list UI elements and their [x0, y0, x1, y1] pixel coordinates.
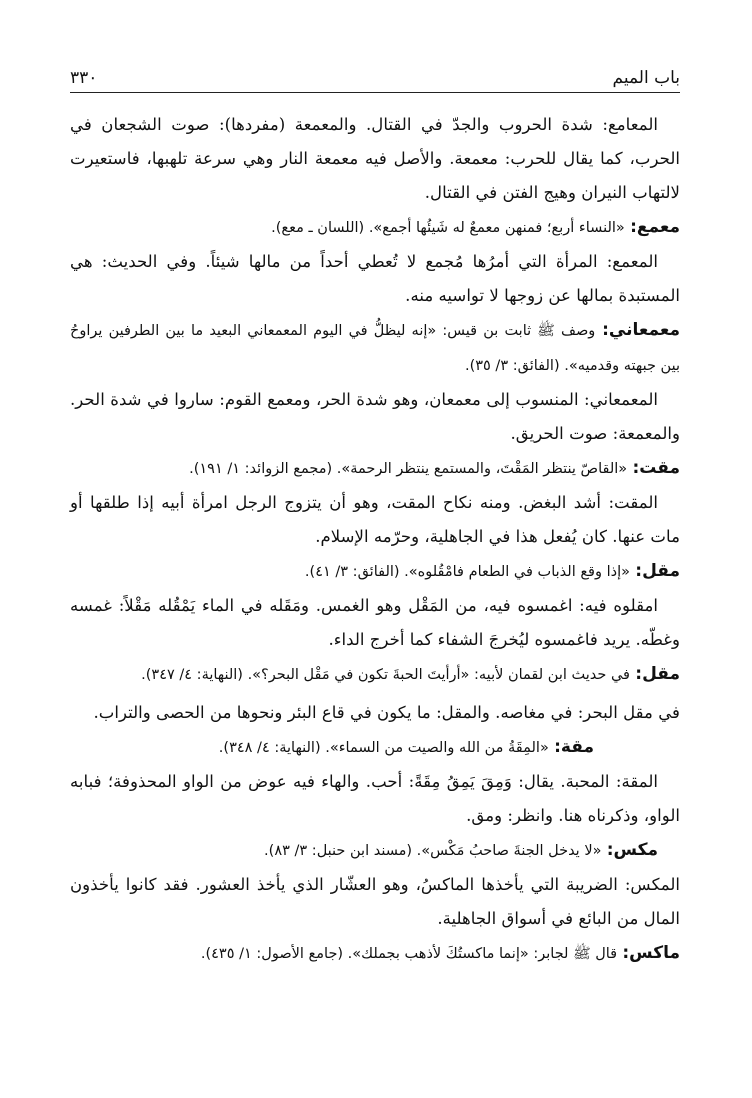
entry-line [70, 313, 680, 383]
definition: المعامع: شدة الحروب والجدّ في القتال. والمعمعة (مفردها): صوت الشجعان في الحرب، كما يقال للحرب: معمعة. والأصل فيه معمعة النار وهي سرعة تلهبها، فاستعيرت لالتهاب النيران وهيج الفتن في القتال. [70, 115, 680, 202]
header-rule [70, 92, 680, 93]
headword: معمعاني: [602, 320, 680, 340]
headword: معمع: [630, 217, 680, 237]
entry-line [70, 833, 680, 868]
entry-line [70, 554, 680, 589]
entry-line [70, 210, 680, 245]
citation: وصف ﷺ ثابت بن قيس: «إنه ليظلُّ في اليوم المعمعاني البعيد ما بين الطرفين يراوحُ بين جبهته وقدميه». (الفائق: ٣/ ٣٥). [70, 323, 680, 374]
page-number: ٣٣٠ [70, 68, 98, 88]
entry-line [70, 730, 680, 765]
citation: «القاصّ ينتظر المَقْتَ، والمستمع ينتظر الرحمة». (مجمع الزوائد: ١/ ١٩١). [189, 461, 628, 477]
headword: مقت: [632, 458, 680, 478]
citation: «لا يدخل الجنةَ صاحبُ مَكْس». (مسند ابن حنبل: ٣/ ٨٣). [264, 843, 602, 859]
entry-line [70, 936, 680, 971]
page-body [70, 108, 680, 971]
running-head [70, 66, 680, 90]
definition: المقت: أشد البغض. ومنه نكاح المقت، وهو أن يتزوج الرجل امرأة أبيه إذا طلقها أو مات عنها. كان يُفعل هذا في الجاهلية، وحرّمه الإسلام. [70, 493, 680, 546]
definition: المعمعاني: المنسوب إلى معمعان، وهو شدة الحر، ومعمع القوم: ساروا في شدة الحر. والمعمعة: صوت الحريق. [70, 390, 680, 443]
headword: مكس: [606, 840, 658, 860]
definition: امقلوه فيه: اغمسوه فيه، من المَقْل وهو الغمس. ومَقَله في الماء يَمْقُله مَقْلاً: غمسه وغطّه. يريد فاغمسوه ليُخرجَ الشفاء كما أخرج الداء. [70, 596, 680, 649]
definition: المقة: المحبة. يقال: وَمِقَ يَمِقُ مِقَةً: أحب. والهاء فيه عوض من الواو المحذوفة؛ فبابه الواو، وذكرناه هنا. وانظر: ومق. [70, 772, 680, 825]
citation: «النساء أربع؛ فمنهن معمعٌ له شَيئُها أجمع». (اللسان ـ معع). [271, 220, 625, 236]
headword: ماكس: [622, 943, 680, 963]
headword: مقل: [635, 561, 680, 581]
definition: في مقل البحر: في مغاصه. والمقل: ما يكون في قاع البئر ونحوها من الحصى والتراب. [93, 703, 680, 722]
definition: المكس: الضريبة التي يأخذها الماكسُ، وهو العشّار الذي يأخذ العشور. فقد كانوا يأخذون المال من البائع في أسواق الجاهلية. [70, 875, 680, 928]
headword: مقل: [635, 664, 680, 684]
citation: «إذا وقع الذباب في الطعام فامْقُلوه». (الفائق: ٣/ ٤١). [304, 564, 630, 580]
headword: مقة: [554, 737, 594, 757]
entry-line [70, 451, 680, 486]
citation: «المِقَةُ من الله والصيت من السماء». (النهاية: ٤/ ٣٤٨). [218, 740, 549, 756]
section-title: باب الميم [612, 68, 680, 88]
definition: المعمع: المرأة التي أمرُها مُجمع لا تُعطي أحداً من مالها شيئاً. وفي الحديث: هي المستبدة بمالها عن زوجها لا تواسيه منه. [70, 252, 680, 305]
citation: في حديث ابن لقمان لأبيه: «أرأيتَ الحبةَ تكون في مَقْل البحر؟». (النهاية: ٤/ ٣٤٧). [141, 667, 630, 683]
entry-line [70, 657, 680, 692]
citation: قال ﷺ لجابر: «إنما ماكستُكَ لأذهب بجملك». (جامع الأصول: ١/ ٤٣٥). [200, 946, 618, 962]
